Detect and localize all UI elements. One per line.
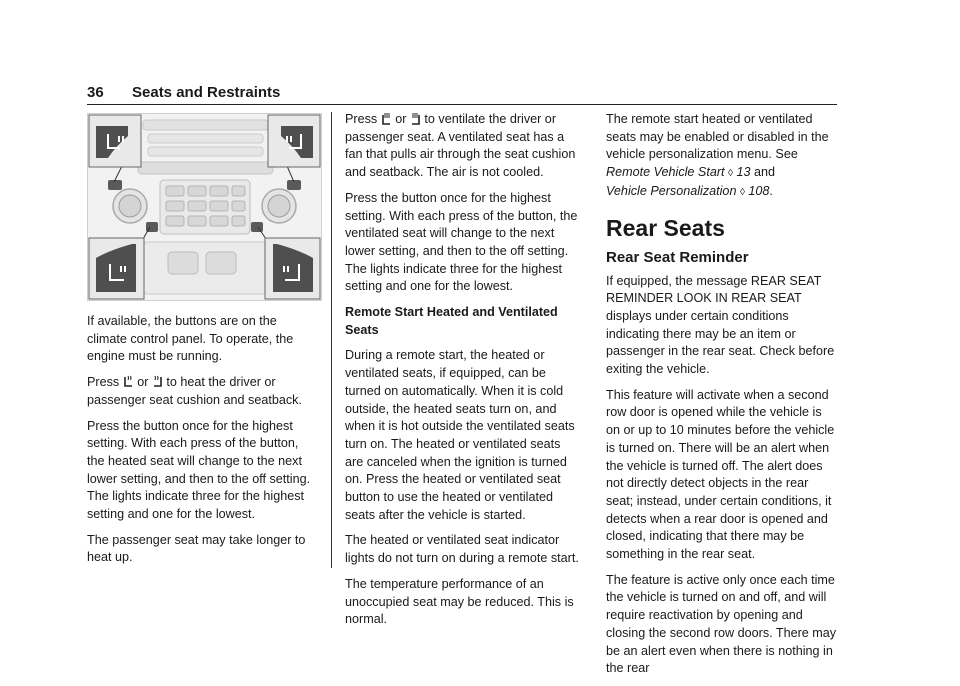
column-divider	[331, 112, 332, 568]
paragraph: The temperature performance of an unoccupied seat may be reduced. This is normal.	[345, 576, 574, 627]
text: and	[754, 165, 776, 180]
paragraph: Press the button once for the highest setting. With each press of the button, the heated seat will change to the next lower setting, and then to the off setting. The lights indicate three for the highest setting and one for the lowest.	[87, 418, 311, 522]
paragraph: If available, the buttons are on the climate control panel. To operate, the engine must be running.	[87, 314, 294, 364]
climate-panel-illustration	[87, 113, 322, 301]
subheading: Remote Start Heated and Ventilated Seats	[345, 305, 558, 337]
paragraph: The passenger seat may take longer to heat up.	[87, 532, 306, 565]
column-right	[606, 111, 838, 686]
heated-seat-passenger-icon	[152, 375, 163, 388]
page-number: 36	[87, 84, 104, 101]
section-title: Seats and Restraints	[132, 84, 281, 101]
paragraph: The feature is active only once each time the vehicle is turned on and off, and will require reactivation by opening and closing the second row doors. There may be an alert even when there is nothing in the rear	[606, 572, 837, 676]
text: or	[137, 375, 149, 390]
section-heading: Rear Seats	[606, 214, 725, 241]
paragraph: Press the button once for the highest setting. With each press of the button, the ventilated seat will change to the next lower setting, and then to the off setting. The lights indicate three for the highest setting and one for the lowest.	[345, 190, 578, 294]
text: .	[769, 183, 773, 198]
text: Press	[345, 112, 378, 126]
page-ref[interactable]: 108	[748, 183, 770, 198]
header-rule	[87, 104, 837, 105]
page-ref[interactable]: 13	[736, 165, 751, 180]
text: The remote start heated or ventilated seats may be enabled or disabled in the vehicle personalization menu. See	[606, 112, 829, 162]
paragraph	[345, 111, 581, 182]
subsection-heading: Rear Seat Reminder	[606, 248, 749, 266]
heated-seat-driver-icon	[123, 375, 134, 388]
text: to heat the driver or passenger seat cushion and seatback.	[87, 375, 302, 407]
column-middle	[345, 111, 581, 637]
text: or	[395, 112, 407, 126]
paragraph: During a remote start, the heated or ventilated seats, if equipped, can be turned on automatically. When it is cold outside, the heated seats turn on, and when it is hot outside the ventilated seats turn on. The heated or ventilated seats are canceled when the ignition is turned on. Press the heated or ventilated seat button to use the heated or ventilated seats after the vehicle is started.	[345, 348, 575, 522]
paragraph: The heated or ventilated seat indicator lights do not turn on during a remote start.	[345, 533, 579, 566]
paragraph: This feature will activate when a second row door is opened while the vehicle is on or up to 10 minutes before the vehicle is turned on. There will be an alert when the vehicle is turned off. The alert does not directly detect objects in the rear seat; instead, under certain conditions, it detects when a rear door is opened and closed, indicating that there may be something in the rear seat.	[606, 387, 835, 562]
page-header	[87, 82, 837, 106]
ventilated-seat-driver-icon	[381, 112, 392, 125]
page-ref-symbol: ◊	[728, 168, 733, 180]
column-left	[87, 313, 319, 575]
paragraph	[87, 374, 319, 409]
climate-panel-drawing	[88, 114, 321, 300]
text: Press	[87, 375, 120, 390]
paragraph: If equipped, the message REAR SEAT REMINDER LOOK IN REAR SEAT displays under certain conditions indicating there may be an item or passenger in the rear seat. Check before exiting the vehicle.	[606, 273, 835, 377]
cross-reference-link[interactable]: Remote Vehicle Start	[606, 165, 725, 180]
page-ref-symbol: ◊	[739, 186, 745, 198]
cross-reference-link[interactable]: Vehicle Personalization	[606, 183, 737, 198]
paragraph	[606, 111, 838, 202]
ventilated-seat-passenger-icon	[410, 112, 421, 125]
text: to ventilate the driver or passenger seat. A ventilated seat has a fan that pulls air through the seat cushion and seatback. The air is not cooled.	[345, 112, 576, 180]
